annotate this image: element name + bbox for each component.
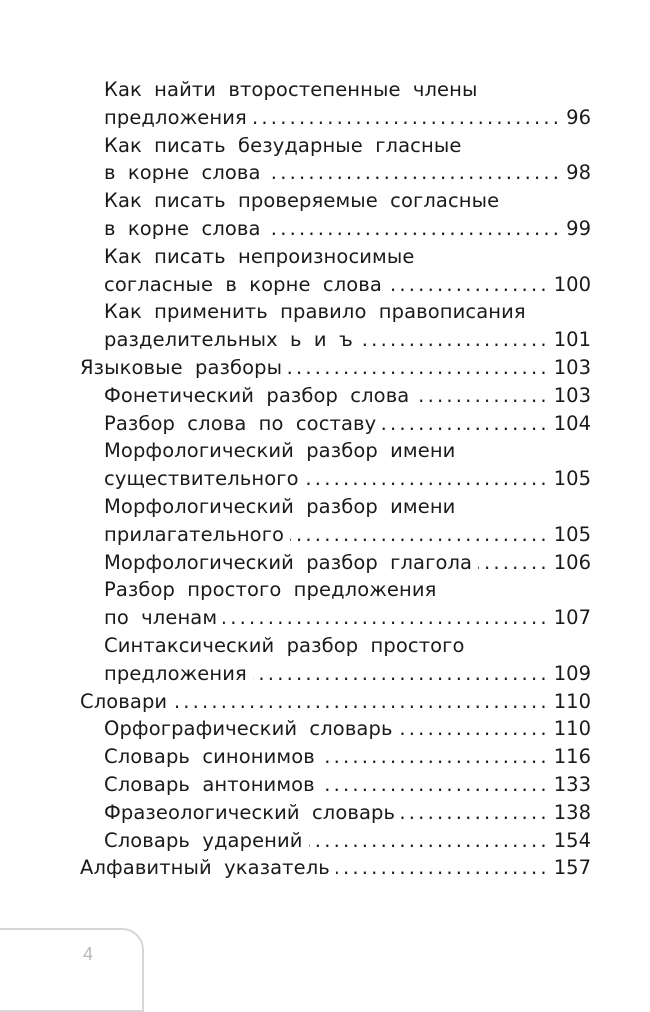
toc-entry-title: Словарь синонимов	[104, 745, 315, 769]
toc-entry[interactable]	[80, 549, 591, 577]
toc-entry-title: Как найти второстепенные члены	[104, 78, 478, 101]
toc-page-number: 154	[553, 828, 591, 852]
toc-section-title: Алфавитный указатель	[80, 856, 330, 880]
leader-dots	[388, 271, 550, 299]
toc-page-number: 107	[553, 606, 591, 630]
toc-page-number: 103	[553, 383, 591, 407]
toc-page-number: 104	[553, 411, 591, 435]
toc-page-number: 157	[553, 856, 591, 880]
leader-dots	[267, 215, 563, 243]
toc-section[interactable]	[80, 688, 591, 716]
toc-entry[interactable]	[80, 132, 591, 188]
toc-entry-title: Разбор простого предложения	[104, 578, 437, 602]
toc-entry[interactable]	[80, 632, 591, 688]
toc-entry-title: Разбор слова по составу	[104, 411, 377, 435]
leader-dots	[321, 771, 550, 799]
toc-entry[interactable]	[80, 493, 591, 549]
page-number-tab	[0, 928, 144, 1012]
toc-page-number: 99	[566, 216, 591, 240]
toc-entry-title: Словарь антонимов	[104, 772, 315, 796]
toc-entry-title: в корне слова	[104, 216, 261, 240]
toc-entry-title: Фонетический разбор слова	[104, 383, 410, 407]
toc-section-title: Языковые разборы	[80, 355, 283, 379]
toc-entry[interactable]	[80, 76, 591, 132]
leader-dots	[359, 326, 550, 354]
leader-dots	[415, 382, 549, 410]
leader-dots	[321, 743, 550, 771]
toc-section[interactable]	[80, 354, 591, 382]
leader-dots	[401, 799, 550, 827]
toc-entry-title: разделительных ь и ъ	[104, 328, 353, 352]
leader-dots	[253, 660, 550, 688]
toc-section-title: Словари	[80, 689, 168, 713]
leader-dots	[290, 521, 550, 549]
toc-page-number: 101	[553, 328, 591, 352]
toc-entry[interactable]	[80, 410, 591, 438]
leader-dots	[382, 410, 550, 438]
toc-entry-title: Как писать безударные гласные	[104, 133, 462, 157]
toc-entry[interactable]	[80, 298, 591, 354]
toc-page-number: 98	[566, 161, 591, 185]
toc-entry-title: в корне слова	[104, 161, 261, 185]
toc-page-number: 105	[553, 467, 591, 491]
leader-dots	[309, 827, 550, 855]
leader-dots	[288, 354, 550, 382]
toc-page-number: 110	[553, 689, 591, 713]
toc-page-number: 109	[553, 661, 591, 685]
toc-entry-title: Как писать непроизносимые	[104, 244, 415, 268]
toc-entry[interactable]	[80, 743, 591, 771]
toc-entry-title: прилагательного	[104, 522, 285, 546]
toc-page-number: 103	[553, 355, 591, 379]
toc-entry-title: Как применить правило правописания	[104, 300, 526, 324]
toc-entry[interactable]	[80, 799, 591, 827]
toc-page-number: 138	[553, 800, 591, 824]
toc-entry[interactable]	[80, 827, 591, 855]
toc-page-number: 110	[553, 717, 591, 741]
toc-entry[interactable]	[80, 382, 591, 410]
leader-dots	[399, 715, 550, 743]
leader-dots	[336, 854, 550, 882]
toc-page-number: 96	[566, 105, 591, 129]
toc-entry-title: Морфологический разбор глагола	[104, 550, 473, 574]
toc-entry[interactable]	[80, 576, 591, 632]
toc-page-number: 100	[553, 272, 591, 296]
toc-entry-title: существительного	[104, 467, 299, 491]
leader-dots	[478, 549, 550, 577]
toc-entry[interactable]	[80, 437, 591, 493]
toc-page-number: 133	[553, 772, 591, 796]
toc-entry-title: Словарь ударений	[104, 828, 303, 852]
leader-dots	[173, 688, 550, 716]
toc-entry-title: Морфологический разбор имени	[104, 494, 456, 518]
toc-entry-title: предложения	[104, 105, 247, 129]
toc-entry-title: Морфологический разбор имени	[104, 439, 456, 463]
toc-entry[interactable]	[80, 187, 591, 243]
toc-entry-title: Орфографический словарь	[104, 717, 393, 741]
toc-page-number: 105	[553, 522, 591, 546]
toc-page-number: 116	[553, 745, 591, 769]
leader-dots	[223, 604, 550, 632]
toc-entry[interactable]	[80, 771, 591, 799]
page-number: 4	[82, 944, 93, 964]
leader-dots	[267, 159, 563, 187]
toc-entry[interactable]	[80, 243, 591, 299]
toc-entry-title: Синтаксический разбор простого	[104, 633, 465, 657]
toc-entry-title: Как писать проверяемые согласные	[104, 189, 500, 213]
toc-section[interactable]	[80, 854, 591, 882]
toc-entry-title: согласные в корне слова	[104, 272, 382, 296]
toc-entry-title: по членам	[104, 606, 218, 630]
toc-entry-title: предложения	[104, 661, 247, 685]
toc-entry[interactable]	[80, 715, 591, 743]
toc-entry-title: Фразеологический словарь	[104, 800, 396, 824]
toc-page-number: 106	[553, 550, 591, 574]
table-of-contents	[80, 76, 591, 882]
leader-dots	[305, 465, 550, 493]
leader-dots	[253, 104, 562, 132]
